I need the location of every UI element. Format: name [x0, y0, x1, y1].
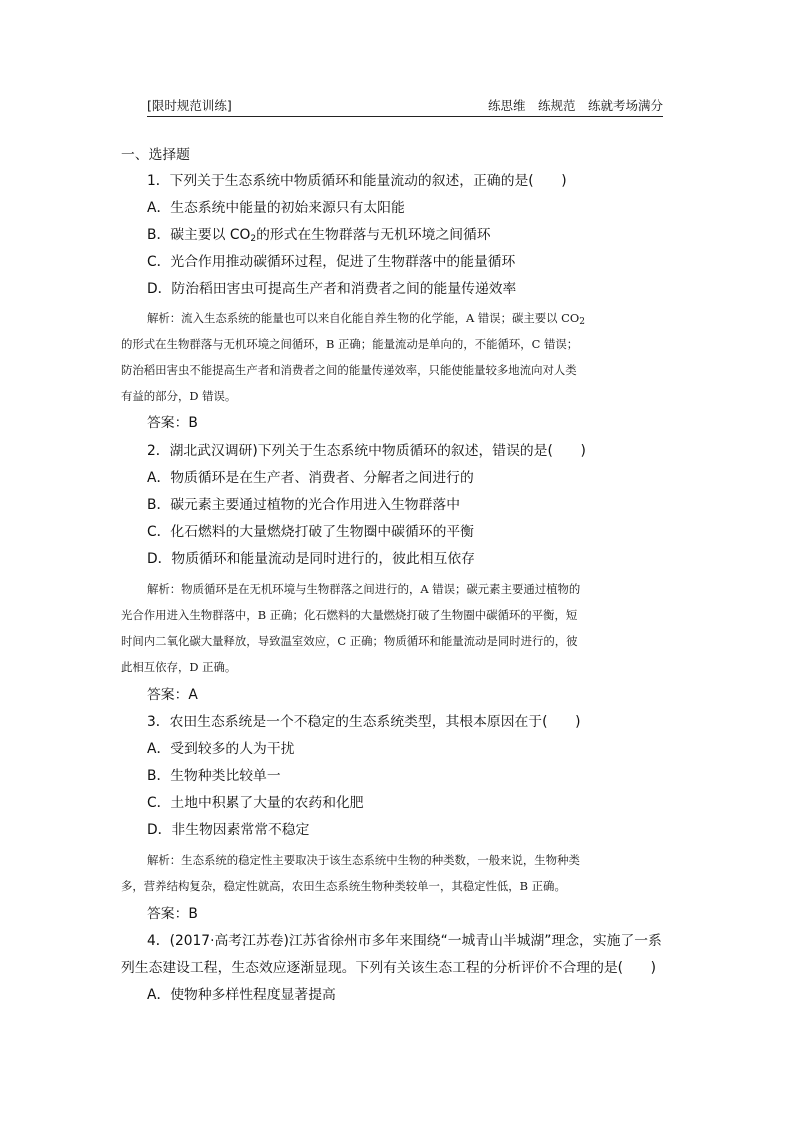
q2-answer: 答案：A	[147, 687, 198, 703]
q1-answer: 答案：B	[147, 415, 198, 431]
q3-option-c: C．土地中积累了大量的农药和化肥	[147, 795, 364, 811]
q3-explanation-line1: 解析：生态系统的稳定性主要取决于该生态系统中生物的种类数，一般来说，生物种类	[147, 853, 580, 867]
q3-answer: 答案：B	[147, 906, 198, 922]
header-title: [限时规范训练]	[147, 98, 232, 113]
q2-option-a: A．物质循环是在生产者、消费者、分解者之间进行的	[147, 470, 474, 486]
q3-explanation-line2: 多，营养结构复杂，稳定性就高，农田生态系统生物种类较单一，其稳定性低，B 正确。	[121, 879, 566, 893]
q1-explanation-line3: 防治稻田害虫不能提高生产者和消费者之间的能量传递效率，只能使能量较多地流向对人类	[121, 363, 577, 377]
q2-option-c: C．化石燃料的大量燃烧打破了生物圈中碳循环的平衡	[147, 524, 474, 540]
q1-option-b: B．碳主要以 $CO_2$的形式在生物群落与无机环境之间循环	[147, 227, 491, 244]
q4-stem-line1: 4．(2017·高考江苏卷)江苏省徐州市多年来围绕“一城青山半城湖”理念，实施了一系	[147, 933, 662, 949]
q2-explanation-line4: 此相互依存，D 正确。	[121, 660, 237, 674]
q1-option-a: A．生态系统中能量的初始来源只有太阳能	[147, 200, 405, 216]
q2-option-d: D．物质循环和能量流动是同时进行的，彼此相互依存	[147, 551, 475, 567]
q3-option-d: D．非生物因素常常不稳定	[147, 822, 310, 838]
q1-stem: 1．下列关于生态系统中物质循环和能量流动的叙述，正确的是( )	[147, 173, 567, 189]
q1-explanation-line2: 的形式在生物群落与无机环境之间循环，B 正确；能量流动是单向的，不能循环，C 错误；	[121, 337, 579, 351]
q2-explanation-line2: 光合作用进入生物群落中，B 正确；化石燃料的大量燃烧打破了生物圈中碳循环的平衡，短	[121, 608, 578, 622]
q2-explanation-line3: 时间内二氧化碳大量释放，导致温室效应，C 正确；物质循环和能量流动是同时进行的，彼	[121, 634, 578, 648]
q1-explanation-line4: 有益的部分，D 错误。	[121, 389, 237, 403]
q3-stem: 3．农田生态系统是一个不稳定的生态系统类型，其根本原因在于( )	[147, 714, 581, 730]
q1-option-c: C．光合作用推动碳循环过程，促进了生物群落中的能量循环	[147, 254, 516, 270]
page-header	[147, 96, 663, 117]
q1-option-d: D．防治稻田害虫可提高生产者和消费者之间的能量传递效率	[147, 281, 517, 297]
q3-option-a: A．受到较多的人为干扰	[147, 741, 295, 757]
q2-option-b: B．碳元素主要通过植物的光合作用进入生物群落中	[147, 497, 460, 513]
section-heading: 一、选择题	[121, 147, 190, 163]
q4-option-a: A．使物种多样性程度显著提高	[147, 987, 336, 1003]
q2-explanation-line1: 解析：物质循环是在无机环境与生物群落之间进行的，A 错误；碳元素主要通过植物的	[147, 582, 581, 596]
q4-stem-line2: 列生态建设工程，生态效应逐渐显现。下列有关该生态工程的分析评价不合理的是( )	[121, 960, 657, 976]
q3-option-b: B．生物种类比较单一	[147, 768, 281, 784]
q2-stem: 2．湖北武汉调研)下列关于生态系统中物质循环的叙述，错误的是( )	[147, 443, 586, 459]
header-slogan: 练思维 练规范 练就考场满分	[487, 98, 663, 113]
q1-explanation-line1: 解析：流入生态系统的能量也可以来自化能自养生物的化学能，A 错误；碳主要以 $CO_2$	[147, 311, 585, 327]
